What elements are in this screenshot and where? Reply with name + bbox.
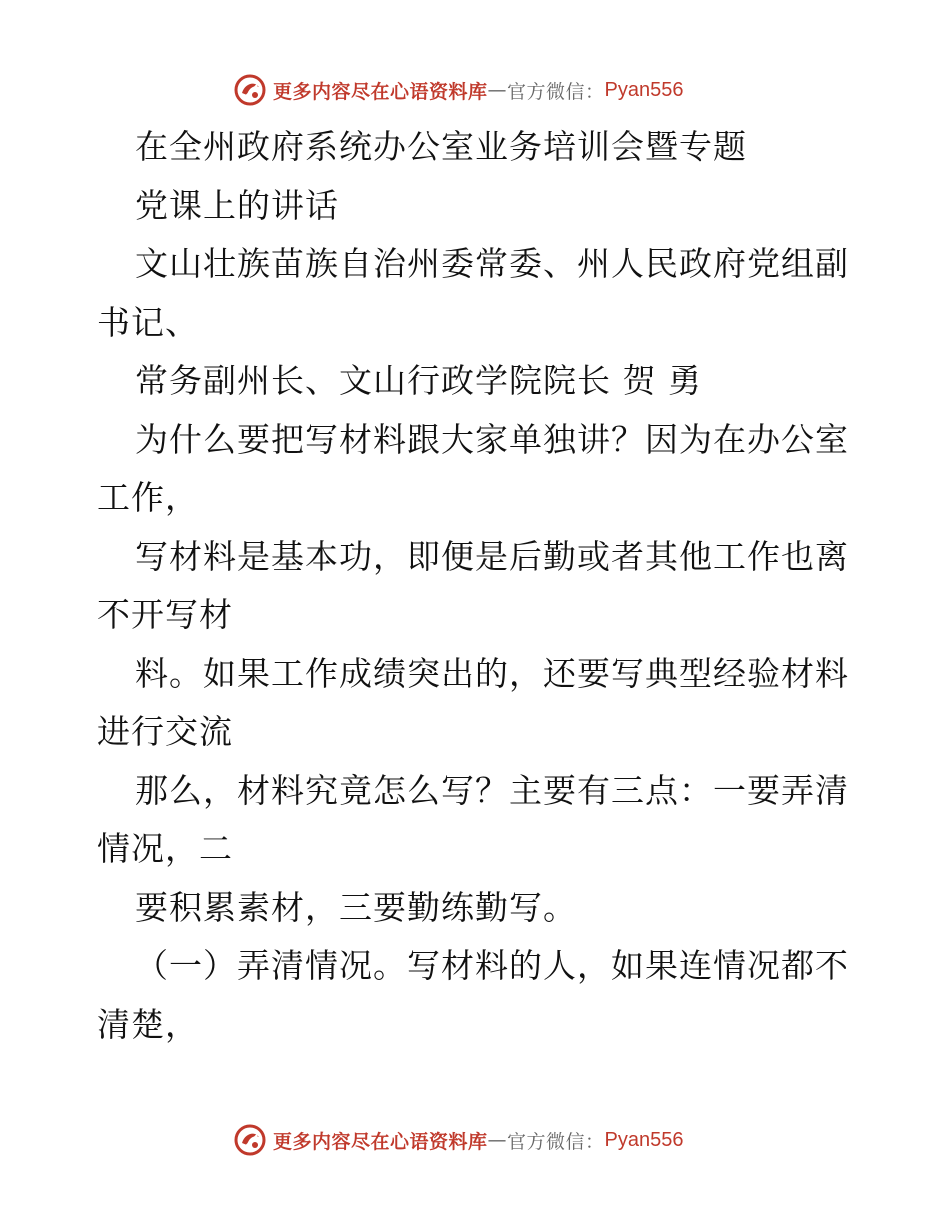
text-line: 在全州政府系统办公室业务培训会暨专题	[135, 127, 747, 166]
banner-lead-text: 更多内容尽在心语资料库	[273, 1130, 488, 1153]
banner-dash: —	[487, 79, 508, 101]
text-line: （一）弄清情况。写材料的人，如果连情况都不	[135, 946, 849, 985]
text-line: 那么，材料究竟怎么写？主要有三点：一要弄清	[135, 770, 849, 810]
banner-account: Pyan556	[604, 1128, 684, 1151]
banner-lead-text: 更多内容尽在心语资料库	[273, 80, 488, 103]
footer-banner	[233, 1120, 684, 1160]
text-line: 文山壮族苗族自治州委常委、州人民政府党组副	[135, 244, 849, 283]
banner-label: 官方微信：	[507, 1130, 605, 1153]
document-body	[97, 118, 857, 1054]
text-line: 常务副州长、文山行政学院院长 贺 勇	[135, 361, 702, 400]
text-line: 书记、	[97, 302, 199, 342]
text-line: 料。如果工作成绩突出的，还要写典型经验材料	[135, 653, 849, 693]
banner-dash: —	[487, 1129, 508, 1151]
text-line: 党课上的讲话	[135, 185, 339, 225]
text-line: 为什么要把写材料跟大家单独讲？因为在办公室	[135, 419, 849, 459]
text-line: 情况，二	[97, 829, 233, 868]
header-banner	[233, 70, 684, 110]
text-line: 进行交流	[97, 712, 233, 751]
text-line: 工作，	[97, 478, 199, 517]
text-line: 要积累素材，三要勤练勤写。	[135, 887, 577, 927]
swirl-logo-icon	[233, 1123, 267, 1157]
text-line: 不开写材	[97, 595, 233, 634]
banner-label: 官方微信：	[507, 80, 605, 103]
banner-account: Pyan556	[604, 78, 684, 101]
text-line: 清楚，	[97, 1004, 199, 1044]
text-line: 写材料是基本功，即便是后勤或者其他工作也离	[135, 536, 849, 576]
swirl-logo-icon	[233, 73, 267, 107]
